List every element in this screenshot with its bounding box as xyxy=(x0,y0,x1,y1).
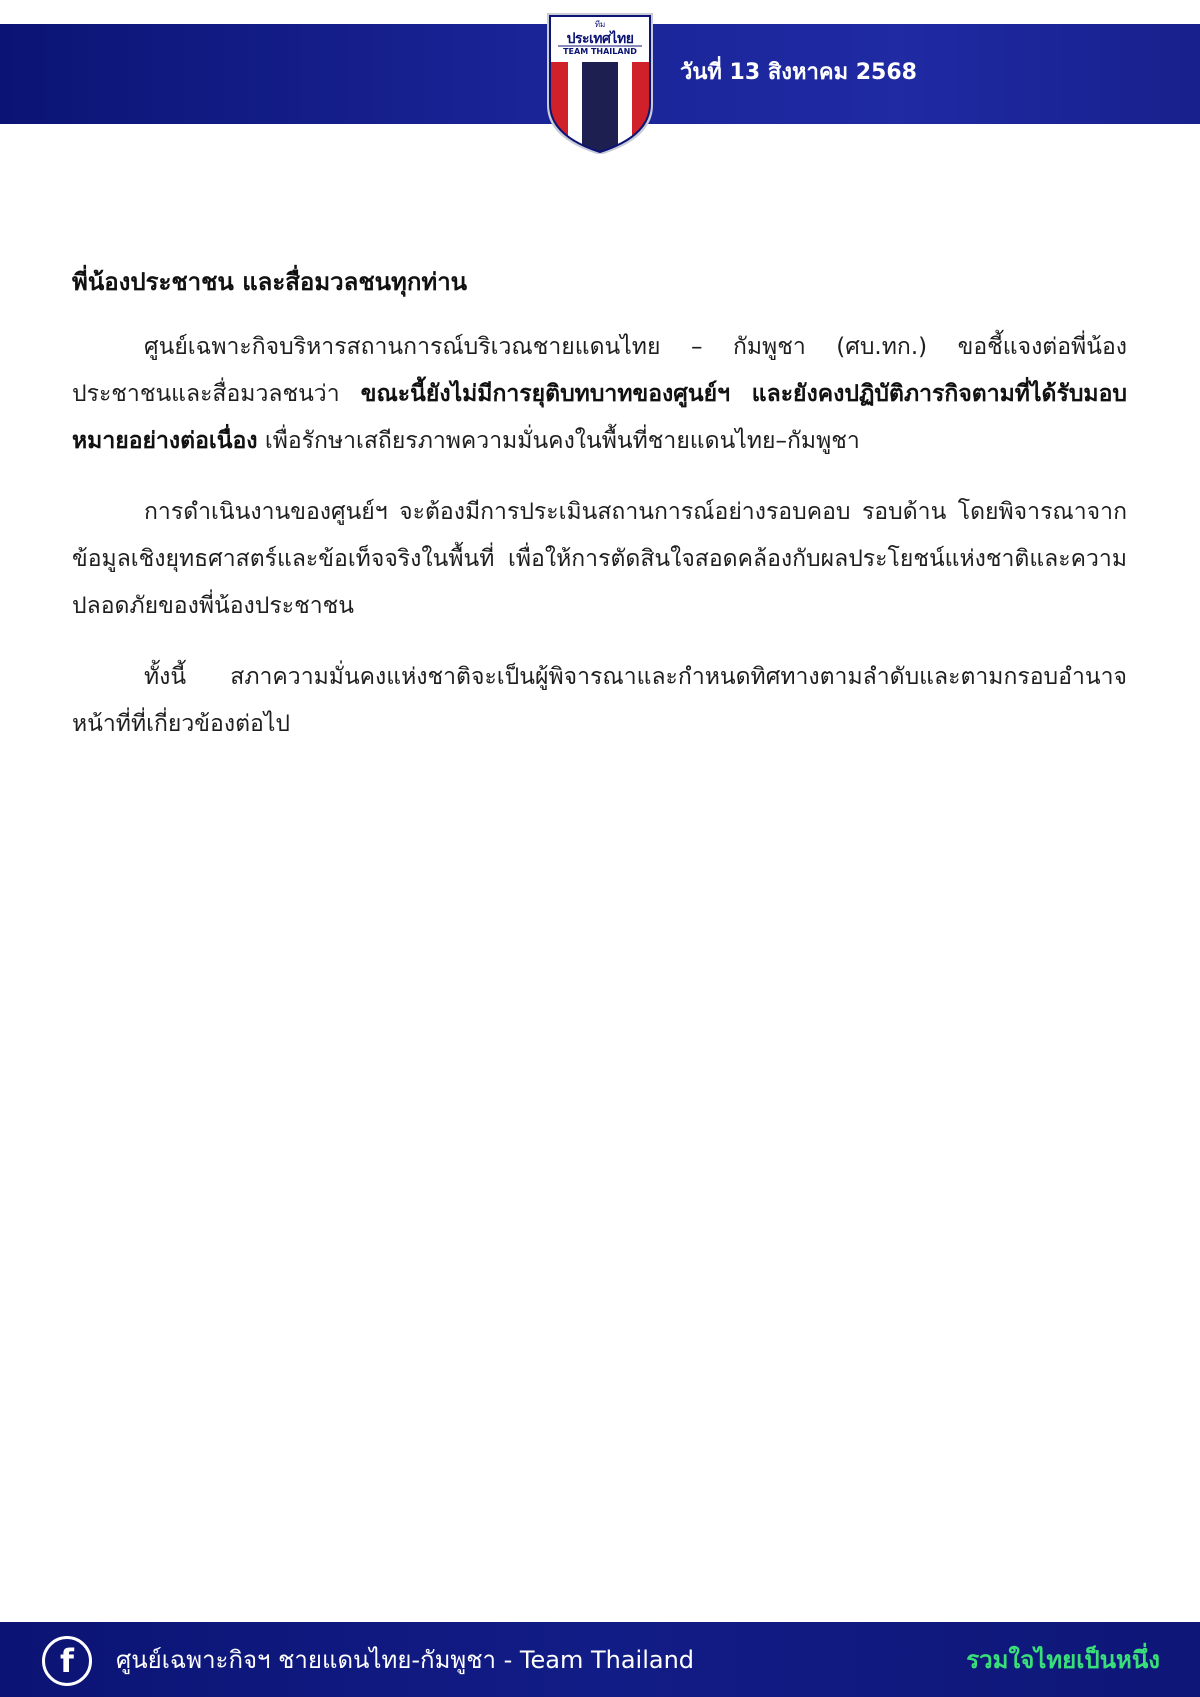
announcement-date: วันที่ 13 สิงหาคม 2568 xyxy=(680,60,917,85)
paragraph-2: การดำเนินงานของศูนย์ฯ จะต้องมีการประเมินสถานการณ์อย่างรอบคอบ รอบด้าน โดยพิจารณาจากข้อมูลเชิงยุทธศาสตร์และข้อเท็จจริงในพื้นที่ เพื่อให้การตัดสินใจสอดคล้องกับผลประโยชน์แห่งชาติและความปลอดภัยของพี่น้องประชาชน xyxy=(72,499,1127,619)
paragraph-1-text-b: เพื่อรักษาเสถียรภาพความมั่นคงในพื้นที่ชายแดนไทย–กัมพูชา xyxy=(257,428,860,454)
announcement-body xyxy=(72,262,1127,772)
crest-main-text: ประเทศไทย xyxy=(566,31,634,47)
paragraph-3: ทั้งนี้ สภาความมั่นคงแห่งชาติจะเป็นผู้พิจารณาและกำหนดทิศทางตามลำดับและตามกรอบอำนาจหน้าที่ที่เกี่ยวข้องต่อไป xyxy=(72,664,1127,737)
salutation-heading: พี่น้องประชาชน และสื่อมวลชนทุกท่าน xyxy=(72,268,468,296)
facebook-icon[interactable]: f xyxy=(42,1636,92,1686)
crest-sub-text: TEAM THAILAND xyxy=(563,47,637,56)
crest-small-text: ทีม xyxy=(594,20,606,29)
facebook-page-name[interactable]: ศูนย์เฉพาะกิจฯ ชายแดนไทย-กัมพูชา - Team Thailand xyxy=(116,1646,695,1674)
team-thailand-crest xyxy=(546,12,654,154)
paragraph-1-bold-statement: ขณะนี้ยังไม่มีการยุติบทบาทของศูนย์ฯ และยังคงปฏิบัติภารกิจตามที่ได้รับมอบหมายอย่างต่อเนื่อง xyxy=(72,381,1127,454)
paragraph-1 xyxy=(72,324,1127,465)
paragraph-1-text-a: ศูนย์เฉพาะกิจบริหารสถานการณ์บริเวณชายแดนไทย – กัมพูชา (ศบ.ทก.) ขอชี้แจงต่อพี่น้องประชาชนและสื่อมวลชนว่า xyxy=(72,334,1127,407)
footer-slogan: รวมใจไทยเป็นหนึ่ง xyxy=(966,1646,1160,1674)
